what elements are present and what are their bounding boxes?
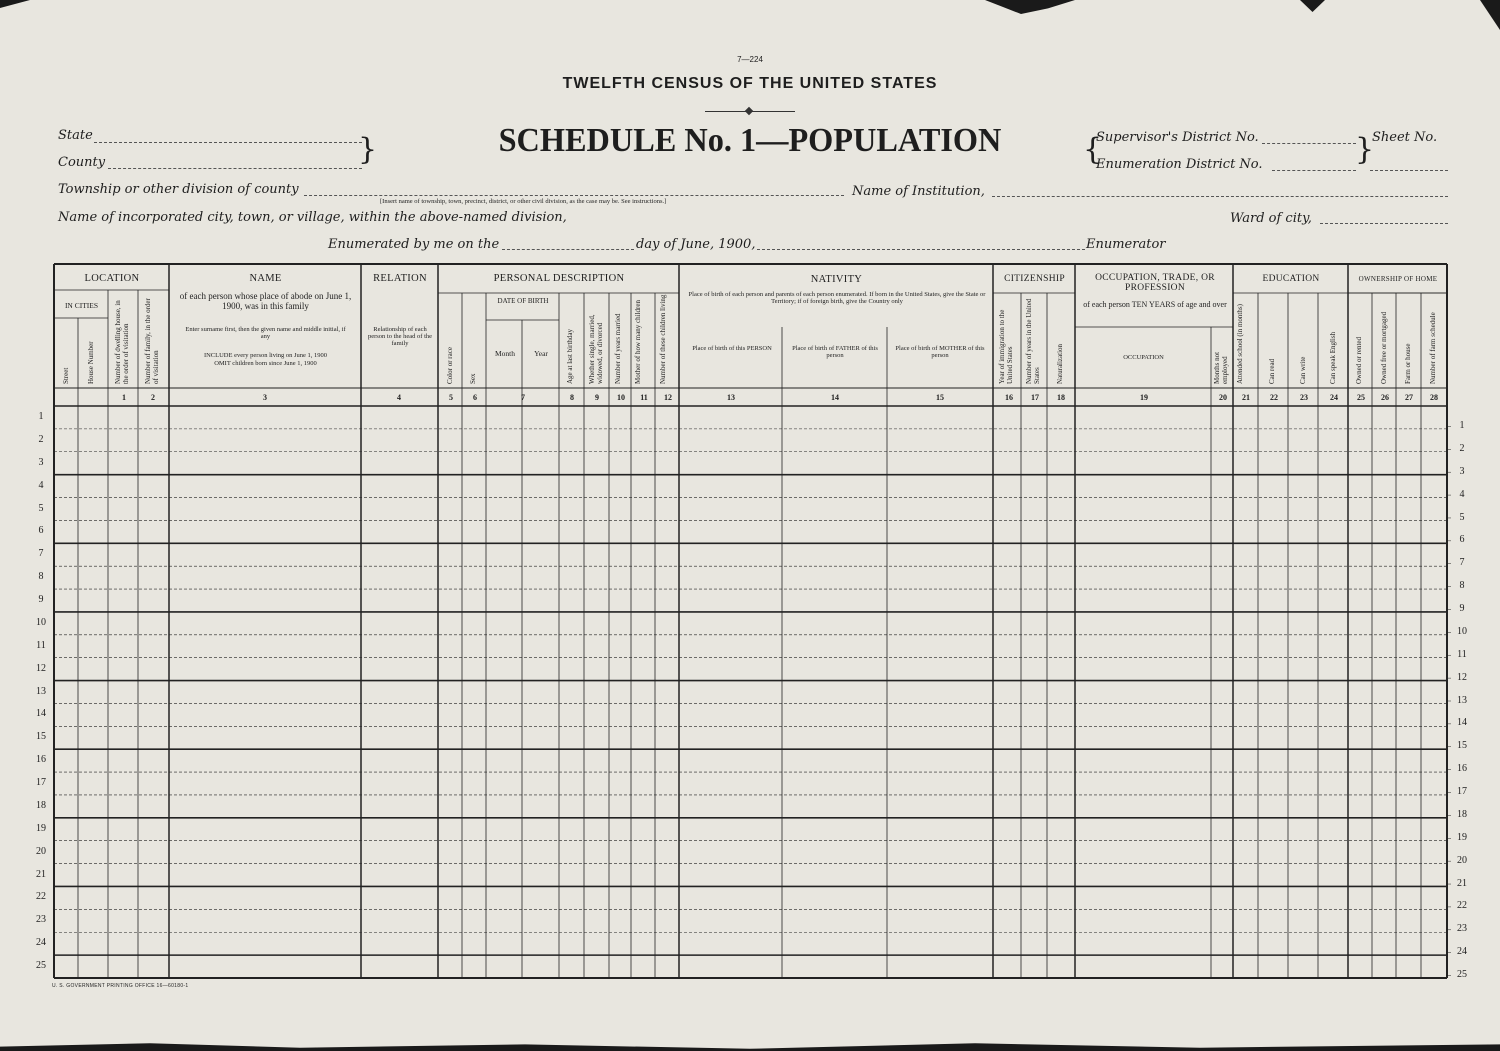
birth-person-header: Place of birth of this PERSON (692, 345, 772, 352)
personal-description-header: PERSONAL DESCRIPTION (493, 273, 625, 284)
column-number: 23 (1300, 393, 1308, 402)
row-number-left: 11 (36, 639, 46, 651)
column-number: 25 (1357, 393, 1365, 402)
row-number-right: 6 (1459, 534, 1465, 546)
row-number-right: 8 (1459, 580, 1465, 592)
row-number-left: 14 (36, 708, 46, 720)
county-label: County (58, 155, 106, 170)
can-read-header: Can read (1268, 358, 1276, 384)
column-number: 26 (1381, 393, 1389, 402)
naturalization-header: Naturalization (1056, 343, 1064, 384)
row-number-right: 18 (1457, 808, 1467, 820)
row-number-right: 12 (1457, 671, 1467, 683)
enumerator-label: Enumerator (1086, 237, 1166, 252)
farm-schedule-header: Number of farm schedule (1429, 312, 1437, 384)
column-number: 9 (595, 393, 599, 402)
row-number-left: 15 (36, 731, 46, 743)
row-number-right: 16 (1457, 763, 1467, 775)
row-number-left: 18 (36, 799, 46, 811)
row-number-right: 15 (1457, 740, 1467, 752)
occupation-header: OCCUPATION, TRADE, OR PROFESSION (1095, 273, 1215, 293)
row-number-right: 11 (1457, 648, 1467, 660)
date-of-birth-header: DATE OF BIRTH (497, 297, 549, 305)
attended-school-header: Attended school (in months) (1236, 304, 1244, 384)
row-number-left: 1 (38, 411, 44, 422)
citizenship-header: CITIZENSHIP (1004, 274, 1065, 284)
row-number-right: 14 (1457, 717, 1467, 729)
row-number-right: 17 (1457, 786, 1467, 798)
institution-label: Name of Institution, (852, 184, 985, 199)
incorporated-city-label: Name of incorporated city, town, or village, within the above-named division, (58, 210, 567, 225)
column-number: 17 (1031, 393, 1039, 402)
column-number: 11 (640, 393, 648, 402)
children-living-header: Number of these children living (659, 294, 667, 384)
name-instruction: INCLUDE every person living on June 1, 1900 (203, 352, 328, 359)
column-number: 12 (664, 393, 672, 402)
name-header: NAME (249, 273, 282, 284)
enumeration-district-label: Enumeration District No. (1096, 157, 1263, 172)
row-number-right: 22 (1457, 900, 1467, 912)
column-number: 2 (151, 393, 155, 402)
column-number: 6 (473, 393, 477, 402)
column-number: 28 (1430, 393, 1438, 402)
printing-footer: U. S. GOVERNMENT PRINTING OFFICE 16—60180-1 (52, 983, 189, 989)
schedule-title: SCHEDULE No. 1—POPULATION (498, 122, 1002, 159)
birth-mother-header: Place of birth of MOTHER of this person (895, 345, 985, 359)
column-number: 18 (1057, 393, 1065, 402)
column-number: 21 (1242, 393, 1250, 402)
column-number: 8 (570, 393, 574, 402)
column-number: 19 (1140, 393, 1148, 402)
ownership-header: OWNERSHIP OF HOME (1358, 275, 1438, 283)
in-cities-header: IN CITIES (64, 301, 99, 310)
occupation-subheader: of each person TEN YEARS of age and over (1083, 300, 1227, 309)
row-number-left: 8 (38, 571, 44, 583)
age-header: Age at last birthday (566, 328, 574, 384)
column-number: 1 (122, 393, 126, 402)
owned-rented-header: Owned or rented (1355, 336, 1363, 384)
row-number-right: 2 (1459, 442, 1465, 454)
can-write-header: Can write (1299, 356, 1307, 384)
row-number-left: 5 (38, 502, 44, 514)
column-number: 22 (1270, 393, 1278, 402)
brace: } (1355, 132, 1375, 167)
row-number-right: 24 (1457, 946, 1467, 958)
row-number-left: 21 (36, 868, 46, 880)
row-number-right: 3 (1459, 465, 1465, 477)
row-number-left: 22 (36, 891, 46, 903)
row-number-right: 10 (1457, 625, 1467, 637)
row-number-left: 24 (36, 937, 46, 949)
month-header: Month (494, 349, 515, 358)
farm-house-header: Farm or house (1404, 343, 1412, 384)
sheet-label: Sheet No. (1372, 130, 1438, 145)
row-number-left: 4 (38, 479, 44, 491)
marital-header: Whether single, married, widowed, or divorced (588, 314, 604, 384)
row-number-left: 6 (38, 525, 44, 537)
education-header: EDUCATION (1262, 274, 1320, 284)
row-number-left: 25 (36, 960, 46, 972)
row-number-left: 20 (36, 845, 46, 857)
relation-header: RELATION (373, 273, 427, 284)
brace: } (358, 132, 378, 167)
street-header: Street (62, 367, 70, 384)
row-number-left: 16 (36, 754, 46, 766)
row-number-right: 19 (1457, 831, 1467, 843)
row-number-right: 25 (1457, 969, 1467, 981)
supervisor-label: Supervisor's District No. (1096, 130, 1259, 145)
dwelling-number-header: Number of dwelling house, in the order of visitation (114, 300, 130, 384)
name-instruction: Enter surname first, then the given name and middle initial, if any (185, 326, 346, 340)
can-speak-header: Can speak English (1329, 331, 1337, 384)
row-number-right: 4 (1459, 488, 1465, 500)
column-number: 13 (727, 393, 735, 402)
township-label: Township or other division of county (58, 182, 299, 197)
row-number-right: 20 (1457, 854, 1467, 866)
column-number: 10 (617, 393, 625, 402)
nativity-header: NATIVITY (810, 274, 863, 285)
row-number-left: 17 (36, 777, 46, 789)
column-number: 20 (1219, 393, 1227, 402)
name-instruction: OMIT children born since June 1, 1900 (214, 360, 317, 367)
years-in-us-header: Number of years in the United States (1025, 298, 1041, 384)
row-number-left: 19 (36, 822, 46, 834)
house-number-header: House Number (87, 341, 95, 384)
row-number-left: 10 (36, 616, 46, 628)
relation-subheader: Relationship of each person to the head of the family (367, 326, 433, 347)
census-title: TWELFTH CENSUS OF THE UNITED STATES (562, 75, 938, 92)
column-number: 7 (521, 393, 525, 402)
year-header: Year (534, 349, 548, 358)
row-number-right: 5 (1459, 511, 1465, 523)
column-number: 3 (263, 393, 267, 402)
state-label: State (58, 128, 93, 143)
months-not-employed-header: Months not employed (1213, 351, 1229, 384)
birth-father-header: Place of birth of FATHER of this person (792, 345, 878, 359)
row-number-left: 23 (36, 914, 46, 926)
day-of-june-label: day of June, 1900, (636, 237, 756, 252)
column-number: 27 (1405, 393, 1413, 402)
row-number-left: 12 (36, 662, 46, 674)
family-number-header: Number of family, in the order of visitation (144, 298, 160, 384)
ward-label: Ward of city, (1230, 211, 1312, 226)
column-number: 15 (936, 393, 944, 402)
immigration-header: Year of immigration to the United States (998, 309, 1014, 384)
column-number: 16 (1005, 393, 1013, 402)
enumerated-label: Enumerated by me on the (328, 237, 500, 252)
column-number: 14 (831, 393, 839, 402)
row-number-left: 2 (38, 433, 44, 445)
column-number: 5 (449, 393, 453, 402)
name-subheader: of each person whose place of abode on June 1, 1900, was in this family (179, 291, 352, 311)
column-number: 4 (397, 393, 401, 402)
row-number-left: 3 (38, 456, 44, 468)
free-mortgaged-header: Owned free or mortgaged (1380, 311, 1388, 384)
row-number-right: 7 (1459, 557, 1465, 569)
color-header: Color or race (446, 347, 454, 384)
brace: { (1083, 132, 1103, 167)
occupation-column: OCCUPATION (1123, 354, 1164, 361)
row-number-right: 13 (1457, 694, 1467, 706)
form-number: 7—224 (737, 55, 763, 64)
row-number-left: 9 (38, 594, 44, 606)
location-header: LOCATION (84, 273, 140, 284)
row-number-right: 21 (1457, 877, 1467, 889)
sex-header: Sex (469, 373, 477, 384)
row-number-right: 23 (1457, 923, 1467, 935)
column-number: 24 (1330, 393, 1338, 402)
row-number-left: 13 (36, 685, 46, 697)
mother-of-header: Mother of how many children (634, 300, 642, 384)
row-number-right: 1 (1459, 420, 1465, 431)
years-married-header: Number of years married (614, 313, 622, 384)
nativity-subheader: Place of birth of each person and parents of each person enumerated. If born in the United States, give the State or Territory; if of foreign birth, give the Country only (688, 291, 986, 305)
row-number-left: 7 (38, 548, 44, 560)
township-note: [Insert name of township, town, precinct, district, or other civil division, as the case may be. See instructions.] (380, 198, 667, 205)
row-number-right: 9 (1459, 603, 1465, 615)
